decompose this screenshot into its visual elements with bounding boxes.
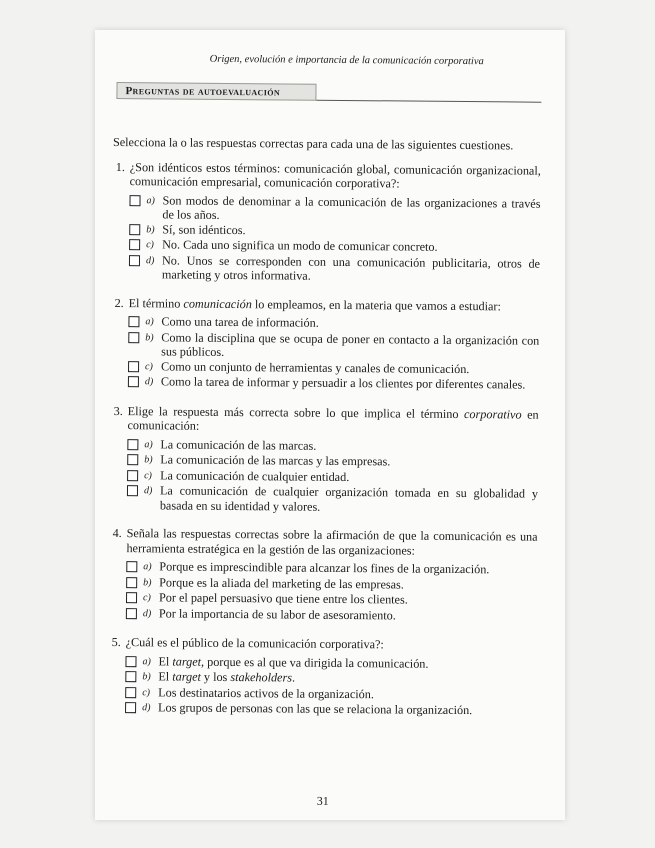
checkbox[interactable] xyxy=(128,361,139,372)
question-stem: Elige la respuesta más correcta sobre lo que implica el término corporativo en comunicación: xyxy=(127,403,539,433)
checkbox[interactable] xyxy=(125,687,136,698)
question-number: 5. xyxy=(111,634,121,650)
option-3b[interactable]: b) La comunicación de las marcas y las empresas. xyxy=(127,452,538,471)
checkbox[interactable] xyxy=(129,195,140,206)
option-2b[interactable]: b) Como la disciplina que se ocupa de poner en contacto a la organización con sus públicos. xyxy=(128,330,539,363)
checkbox[interactable] xyxy=(128,316,139,327)
question-number: 2. xyxy=(114,295,124,310)
option-2c[interactable]: c) Como un conjunto de herramientas y canales de comunicación. xyxy=(128,359,539,378)
checkbox[interactable] xyxy=(126,592,137,603)
option-5d[interactable]: d) Los grupos de personas con las que se relaciona la organización. xyxy=(125,700,536,719)
option-4a[interactable]: a) Porque es imprescindible para alcanzar los fines de la organización. xyxy=(126,559,537,578)
option-1a[interactable]: a) Son modos de denominar a la comunicación de las organizaciones a través de los años. xyxy=(129,193,540,226)
question-stem: Señala las respuestas correctas sobre la afirmación de que la comunicación es una herramienta estratégica en la gestión de las organizaciones: xyxy=(126,526,538,558)
checkbox[interactable] xyxy=(129,255,140,266)
option-1d[interactable]: d) No. Unos se corresponden con una comunicación publicitaria, otros de marketing y otros informativa. xyxy=(129,253,540,286)
question-number: 3. xyxy=(113,403,123,418)
page-content xyxy=(111,30,542,808)
option-4c[interactable]: c) Por el papel persuasivo que tiene entre los clientes. xyxy=(126,590,537,609)
running-header: Origen, evolución e importancia de la comunicación corporativa xyxy=(209,53,484,68)
checkbox[interactable] xyxy=(127,485,138,496)
option-1b[interactable]: b) Sí, son idénticos. xyxy=(129,222,540,241)
checkbox[interactable] xyxy=(125,656,136,667)
checkbox[interactable] xyxy=(126,561,137,572)
question-4 xyxy=(112,526,538,625)
option-1c[interactable]: c) No. Cada uno significa un modo de comunicar concreto. xyxy=(129,237,540,256)
checkbox[interactable] xyxy=(125,671,136,682)
section-title: Preguntas de autoevaluación xyxy=(116,82,316,101)
option-5c[interactable]: c) Los destinatarios activos de la organización. xyxy=(125,685,536,704)
option-3c[interactable]: c) La comunicación de cualquier entidad. xyxy=(127,468,538,487)
question-2 xyxy=(114,295,540,393)
option-4b[interactable]: b) Porque es la aliada del marketing de las empresas. xyxy=(126,575,537,594)
checkbox[interactable] xyxy=(128,376,139,387)
question-stem: El término comunicación lo empleamos, en la materia que vamos a estudiar: xyxy=(128,295,501,313)
option-3d[interactable]: d) La comunicación de cualquier organización tomada en su globalidad y basada en su identidad y valores. xyxy=(127,483,538,516)
option-2a[interactable]: a) Como una tarea de información. xyxy=(128,314,539,333)
checkbox[interactable] xyxy=(126,608,137,619)
checkbox[interactable] xyxy=(128,332,139,343)
checkbox[interactable] xyxy=(126,577,137,588)
question-stem: ¿Son idénticos estos términos: comunicación global, comunicación organizacional, comunicación empresarial, comunicación corporativa?: xyxy=(129,159,541,191)
checkbox[interactable] xyxy=(129,239,140,250)
question-5 xyxy=(111,635,537,719)
page-number: 31 xyxy=(316,793,329,808)
questions-block xyxy=(111,135,541,733)
checkbox[interactable] xyxy=(127,470,138,481)
question-number: 1. xyxy=(115,159,126,174)
option-4d[interactable]: d) Por la importancia de su labor de asesoramiento. xyxy=(126,606,537,625)
option-5b[interactable]: b) El target y los stakeholders. xyxy=(125,669,536,688)
checkbox[interactable] xyxy=(129,224,140,235)
question-3 xyxy=(113,403,539,515)
section-divider xyxy=(316,100,541,103)
option-5a[interactable]: a) El target, porque es al que va dirigida la comunicación. xyxy=(125,654,536,673)
option-3a[interactable]: a) La comunicación de las marcas. xyxy=(127,437,538,456)
checkbox[interactable] xyxy=(125,702,136,713)
question-number: 4. xyxy=(112,525,122,541)
checkbox[interactable] xyxy=(127,454,138,465)
option-2d[interactable]: d) Como la tarea de informar y persuadir a los clientes por diferentes canales. xyxy=(128,374,539,393)
instructions: Selecciona la o las respuestas correctas para cada una de las siguientes cuestiones. xyxy=(112,134,514,153)
question-1 xyxy=(115,159,541,285)
book-page xyxy=(95,30,565,820)
checkbox[interactable] xyxy=(127,439,138,450)
question-stem: ¿Cuál es el público de la comunicación corporativa?: xyxy=(125,635,384,652)
